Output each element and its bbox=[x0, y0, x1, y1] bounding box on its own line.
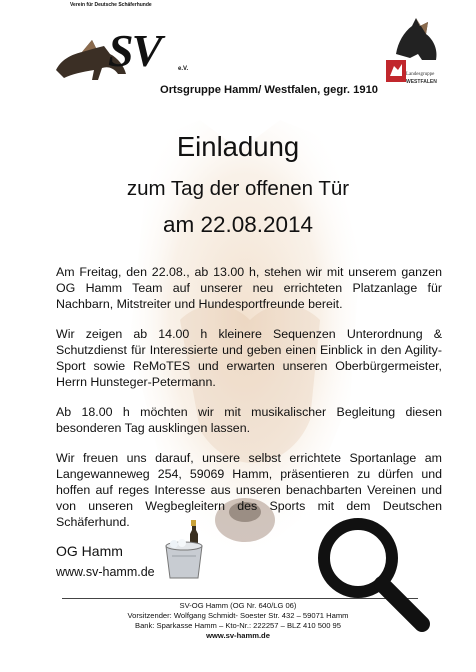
club-name: Verein für Deutsche Schäferhunde bbox=[70, 2, 152, 8]
invitation-body bbox=[56, 264, 442, 541]
champagne-bucket-icon bbox=[160, 518, 208, 582]
title-einladung: Einladung bbox=[176, 131, 300, 162]
landesgruppe-name: WESTFALEN bbox=[406, 79, 437, 85]
ortsgruppe-line: Ortsgruppe Hamm/ Westfalen, gegr. 1910 bbox=[160, 84, 379, 96]
footer-website[interactable]: www.sv-hamm.de bbox=[206, 631, 270, 640]
website-link[interactable]: www.sv-hamm.de bbox=[56, 565, 155, 579]
letterhead bbox=[0, 0, 476, 110]
title-date: am 22.08.2014 bbox=[162, 212, 314, 237]
footer-bank: Bank: Sparkasse Hamm – Kto-Nr.: 222257 – BLZ 410 500 95 bbox=[135, 621, 341, 630]
magnifier-icon[interactable] bbox=[310, 510, 432, 632]
paragraph: Wir freuen uns darauf, unsere selbst errichtete Sportanlage am Langewanneweg 254, 59069 Hamm, präsentieren zu dürfen und hoffen auf reges Interesse aus unseren benachbarten Vereinen und von unseren Wegbegleitern des Sports mit dem Deutschen Schäferhund. bbox=[56, 451, 442, 529]
landesgruppe-label: Landesgruppe bbox=[406, 72, 435, 77]
paragraph: Ab 18.00 h möchten wir mit musikalischer Begleitung diesen besonderen Tag ausklingen lassen. bbox=[56, 405, 442, 435]
title-subtitle: zum Tag der offenen Tür bbox=[126, 177, 350, 200]
footer-club: SV-OG Hamm (OG Nr. 640/LG 06) bbox=[179, 601, 297, 610]
paragraph: Am Freitag, den 22.08., ab 13.00 h, stehen wir mit unserem ganzen OG Hamm Team auf unserer neu errichteten Platzanlage für Nachbarn, Mitstreiter und Hundesportfreunde bereit. bbox=[56, 265, 442, 311]
footer-chairman: Vorsitzender: Wolfgang Schmidt- Soester Str. 432 – 59071 Hamm bbox=[127, 611, 349, 620]
sv-logo-letters: SV bbox=[108, 25, 161, 76]
sv-ev: e.V. bbox=[178, 66, 189, 72]
signature-name: OG Hamm bbox=[56, 543, 123, 559]
closing bbox=[56, 542, 155, 581]
paragraph: Wir zeigen ab 14.00 h kleinere Sequenzen Unterordnung & Schutzdienst für Interessierte und geben einen Einblick in den Agility-Sport sowie ReMoTES und erwarten unseren Oberbürgermeister, Herrn Hunsteger-Petermann. bbox=[56, 327, 442, 389]
